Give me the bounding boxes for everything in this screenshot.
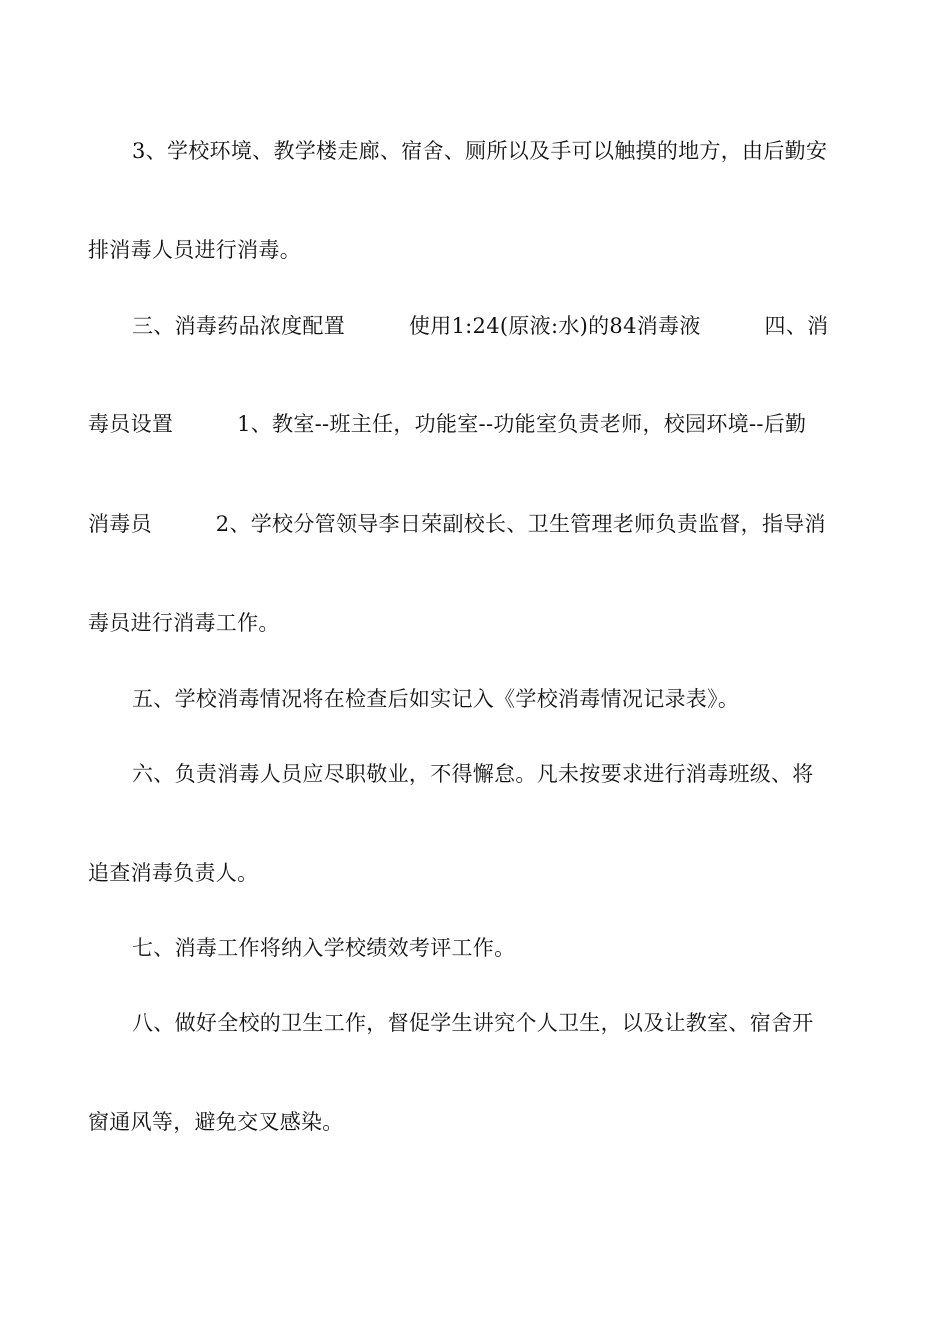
text-line-10: 七、消毒工作将纳入学校绩效考评工作。 [132, 936, 516, 960]
text-line-2: 排消毒人员进行消毒。 [88, 238, 301, 262]
text-line-3: 三、消毒药品浓度配置 使用1:24(原液:水)的84消毒液 四、消 [132, 314, 829, 338]
text-line-9: 追查消毒负责人。 [88, 861, 259, 885]
text-line-12: 窗通风等，避免交叉感染。 [88, 1110, 344, 1134]
text-line-6: 毒员进行消毒工作。 [88, 611, 280, 635]
text-line-7: 五、学校消毒情况将在检查后如实记入《学校消毒情况记录表》。 [132, 687, 740, 711]
text-line-8: 六、负责消毒人员应尽职敬业，不得懈怠。凡未按要求进行消毒班级、将 [132, 762, 814, 786]
text-line-11: 八、做好全校的卫生工作，督促学生讲究个人卫生，以及让教室、宿舍开 [132, 1011, 814, 1035]
text-line-1: 3、学校环境、教学楼走廊、宿舍、厕所以及手可以触摸的地方，由后勤安 [132, 139, 828, 163]
text-line-4: 毒员设置 1、教室--班主任，功能室--功能室负责老师，校园环境--后勤 [88, 412, 807, 436]
text-line-5: 消毒员 2、学校分管领导李日荣副校长、卫生管理老师负责监督，指导消 [88, 512, 826, 536]
